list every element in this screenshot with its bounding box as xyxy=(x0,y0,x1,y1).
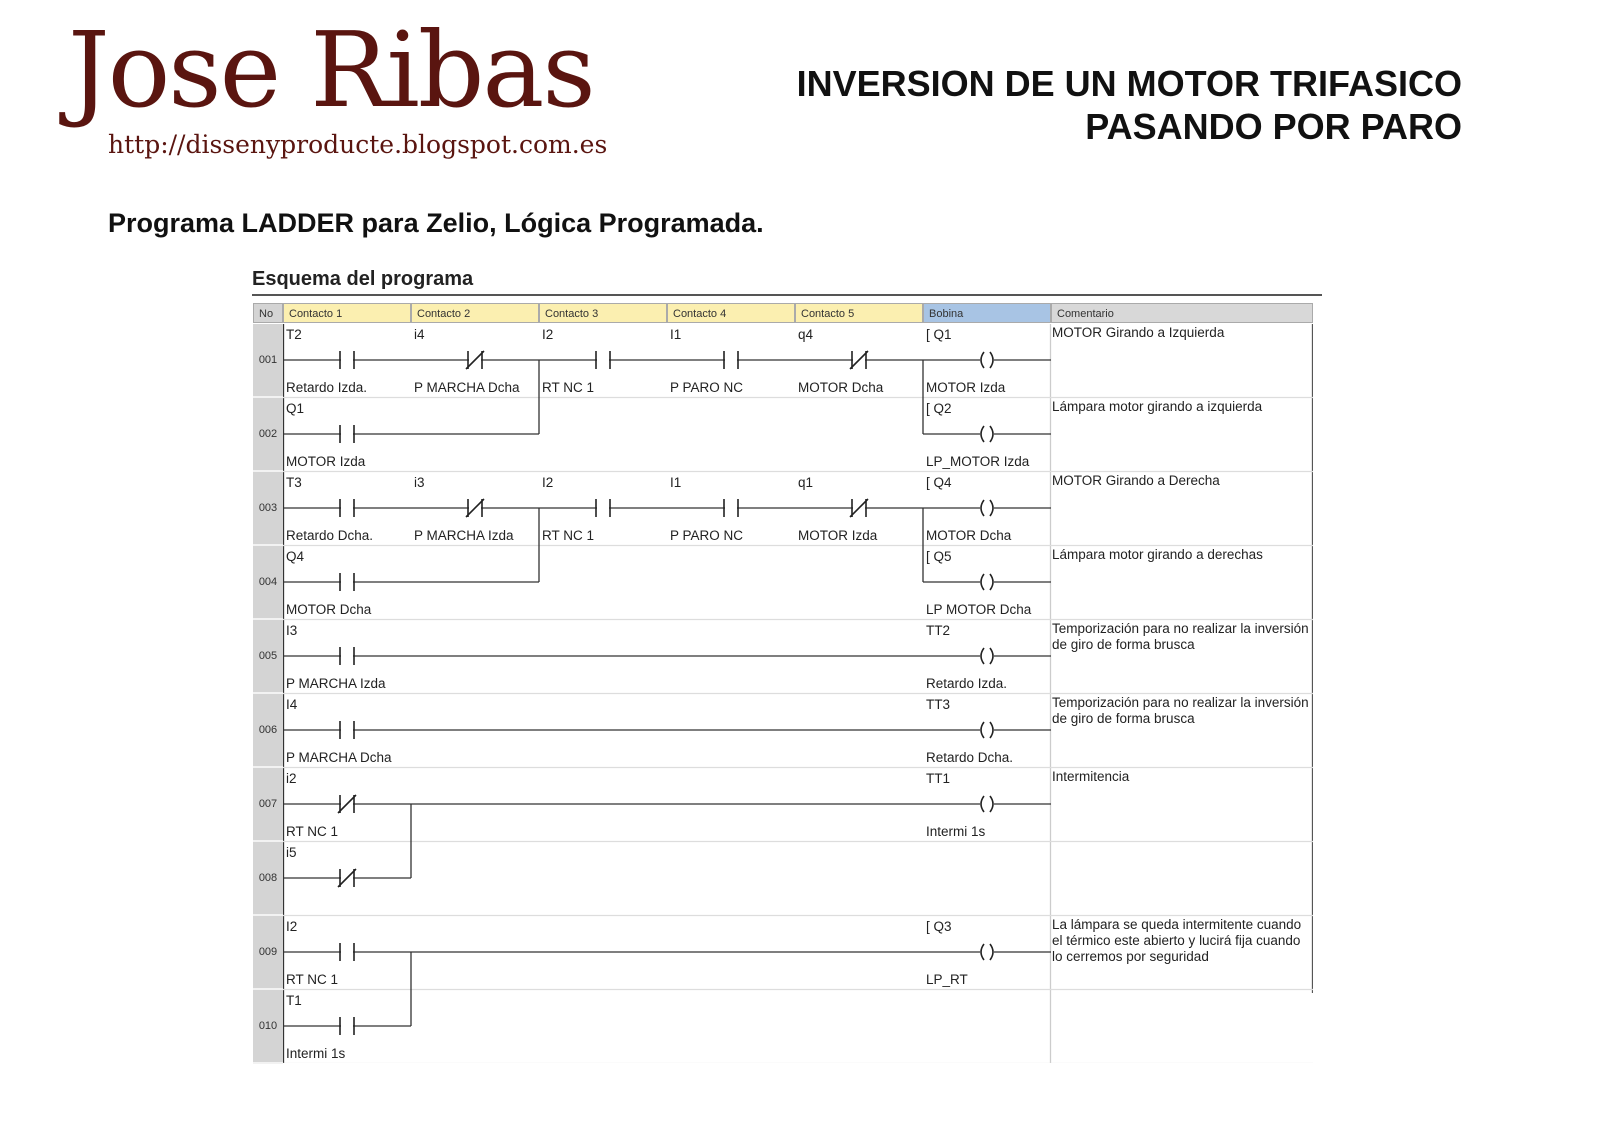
coil-label: LP_RT xyxy=(926,972,968,987)
nc-contact-icon[interactable] xyxy=(466,351,484,369)
row-number: 009 xyxy=(253,916,283,990)
row-number: 004 xyxy=(253,546,283,620)
column-header-contacto-4: Contacto 4 xyxy=(667,303,795,323)
contact-label: MOTOR Izda xyxy=(798,528,878,543)
row-number: 010 xyxy=(253,990,283,1064)
no-contact-icon[interactable] xyxy=(340,425,354,443)
contact-address[interactable]: T2 xyxy=(286,327,302,342)
contact-address[interactable]: i4 xyxy=(414,327,425,342)
contact-label: Retardo Dcha. xyxy=(286,528,374,543)
blog-url[interactable]: http://dissenyproducte.blogspot.com.es xyxy=(108,130,608,159)
nc-contact-icon[interactable] xyxy=(850,351,868,369)
coil-icon[interactable] xyxy=(980,721,994,739)
contact-label: RT NC 1 xyxy=(286,824,339,839)
contact-address[interactable]: I4 xyxy=(286,697,298,712)
coil-label: Intermi 1s xyxy=(926,824,986,839)
column-header-comentario: Comentario xyxy=(1051,303,1313,323)
row-number: 007 xyxy=(253,768,283,842)
contact-address[interactable]: Q4 xyxy=(286,549,305,564)
coil-icon[interactable] xyxy=(980,795,994,813)
no-contact-icon[interactable] xyxy=(340,573,354,591)
contact-label: P PARO NC xyxy=(670,380,744,395)
no-contact-icon[interactable] xyxy=(724,499,738,517)
row-number: 006 xyxy=(253,694,283,768)
row-comment[interactable]: Lámpara motor girando a derechas xyxy=(1052,547,1263,562)
row-comment[interactable]: Lámpara motor girando a izquierda xyxy=(1052,399,1263,414)
row-comment[interactable]: Temporización para no realizar la inversión de giro de forma brusca xyxy=(1052,621,1309,652)
coil-label: Retardo Dcha. xyxy=(926,750,1014,765)
contact-label: RT NC 1 xyxy=(542,380,595,395)
no-contact-icon[interactable] xyxy=(596,351,610,369)
coil-address[interactable]: TT1 xyxy=(926,771,951,786)
contact-address[interactable]: I1 xyxy=(670,327,682,342)
title-line-2: PASANDO POR PARO xyxy=(1085,106,1462,147)
coil-address[interactable]: TT2 xyxy=(926,623,951,638)
column-header-contacto-1: Contacto 1 xyxy=(283,303,411,323)
row-comment[interactable]: Intermitencia xyxy=(1052,769,1130,784)
subtitle: Programa LADDER para Zelio, Lógica Programada. xyxy=(108,208,764,238)
nc-contact-icon[interactable] xyxy=(466,499,484,517)
contact-address[interactable]: I1 xyxy=(670,475,682,490)
column-header-bobina: Bobina xyxy=(923,303,1051,323)
row-comment[interactable]: MOTOR Girando a Izquierda xyxy=(1052,325,1225,340)
coil-address[interactable]: [ Q1 xyxy=(926,327,952,342)
row-number: 001 xyxy=(253,324,283,398)
coil-address[interactable]: [ Q3 xyxy=(926,919,952,934)
coil-icon[interactable] xyxy=(980,573,994,591)
contact-address[interactable]: q4 xyxy=(798,327,814,342)
ladder-table xyxy=(253,303,1313,1063)
no-contact-icon[interactable] xyxy=(340,351,354,369)
section-divider xyxy=(252,294,1322,296)
contact-label: RT NC 1 xyxy=(286,972,339,987)
coil-label: MOTOR Izda xyxy=(926,380,1006,395)
row-number: 005 xyxy=(253,620,283,694)
no-contact-icon[interactable] xyxy=(596,499,610,517)
row-number: 002 xyxy=(253,398,283,472)
no-contact-icon[interactable] xyxy=(340,1017,354,1035)
contact-label: MOTOR Izda xyxy=(286,454,366,469)
column-header-contacto-2: Contacto 2 xyxy=(411,303,539,323)
coil-label: LP_MOTOR Izda xyxy=(926,454,1030,469)
no-contact-icon[interactable] xyxy=(340,721,354,739)
contact-address[interactable]: I2 xyxy=(542,475,554,490)
row-number: 003 xyxy=(253,472,283,546)
no-contact-icon[interactable] xyxy=(340,943,354,961)
coil-icon[interactable] xyxy=(980,647,994,665)
row-comment[interactable]: MOTOR Girando a Derecha xyxy=(1052,473,1220,488)
no-contact-icon[interactable] xyxy=(340,647,354,665)
coil-icon[interactable] xyxy=(980,943,994,961)
coil-address[interactable]: TT3 xyxy=(926,697,951,712)
row-comment[interactable]: La lámpara se queda intermitente cuando el térmico este abierto y lucirá fija cuando lo cerremos por seguridad xyxy=(1052,917,1302,964)
coil-icon[interactable] xyxy=(980,351,994,369)
row-comment[interactable]: Temporización para no realizar la inversión de giro de forma brusca xyxy=(1052,695,1309,726)
contact-address[interactable]: T1 xyxy=(286,993,302,1008)
nc-contact-icon[interactable] xyxy=(338,869,356,887)
coil-address[interactable]: [ Q4 xyxy=(926,475,952,490)
page-title xyxy=(797,62,1462,148)
no-contact-icon[interactable] xyxy=(340,499,354,517)
column-header-no: No xyxy=(253,303,283,323)
contact-address[interactable]: I2 xyxy=(286,919,298,934)
coil-icon[interactable] xyxy=(980,425,994,443)
contact-address[interactable]: I2 xyxy=(542,327,554,342)
contact-label: MOTOR Dcha xyxy=(798,380,884,395)
column-header-contacto-5: Contacto 5 xyxy=(795,303,923,323)
contact-address[interactable]: I3 xyxy=(286,623,298,638)
contact-address[interactable]: T3 xyxy=(286,475,302,490)
logo: Jose Ribas xyxy=(68,9,594,131)
contact-label: P PARO NC xyxy=(670,528,744,543)
contact-label: P MARCHA Dcha xyxy=(286,750,392,765)
title-line-1: INVERSION DE UN MOTOR TRIFASICO xyxy=(796,63,1462,104)
coil-label: LP MOTOR Dcha xyxy=(926,602,1032,617)
contact-address[interactable]: Q1 xyxy=(286,401,305,416)
coil-label: Retardo Izda. xyxy=(926,676,1008,691)
contact-label: P MARCHA Dcha xyxy=(414,380,520,395)
no-contact-icon[interactable] xyxy=(724,351,738,369)
contact-label: Intermi 1s xyxy=(286,1046,346,1061)
coil-icon[interactable] xyxy=(980,499,994,517)
contact-label: P MARCHA Izda xyxy=(414,528,514,543)
column-header-contacto-3: Contacto 3 xyxy=(539,303,667,323)
nc-contact-icon[interactable] xyxy=(850,499,868,517)
contact-label: Retardo Izda. xyxy=(286,380,368,395)
section-heading: Esquema del programa xyxy=(252,268,474,290)
contact-address[interactable]: i5 xyxy=(286,845,297,860)
row-number: 008 xyxy=(253,842,283,916)
contact-address[interactable]: i2 xyxy=(286,771,297,786)
contact-address[interactable]: q1 xyxy=(798,475,814,490)
contact-address[interactable]: i3 xyxy=(414,475,425,490)
coil-address[interactable]: [ Q2 xyxy=(926,401,952,416)
coil-label: MOTOR Dcha xyxy=(926,528,1012,543)
contact-label: P MARCHA Izda xyxy=(286,676,386,691)
coil-address[interactable]: [ Q5 xyxy=(926,549,952,564)
contact-label: RT NC 1 xyxy=(542,528,595,543)
contact-label: MOTOR Dcha xyxy=(286,602,372,617)
nc-contact-icon[interactable] xyxy=(338,795,356,813)
